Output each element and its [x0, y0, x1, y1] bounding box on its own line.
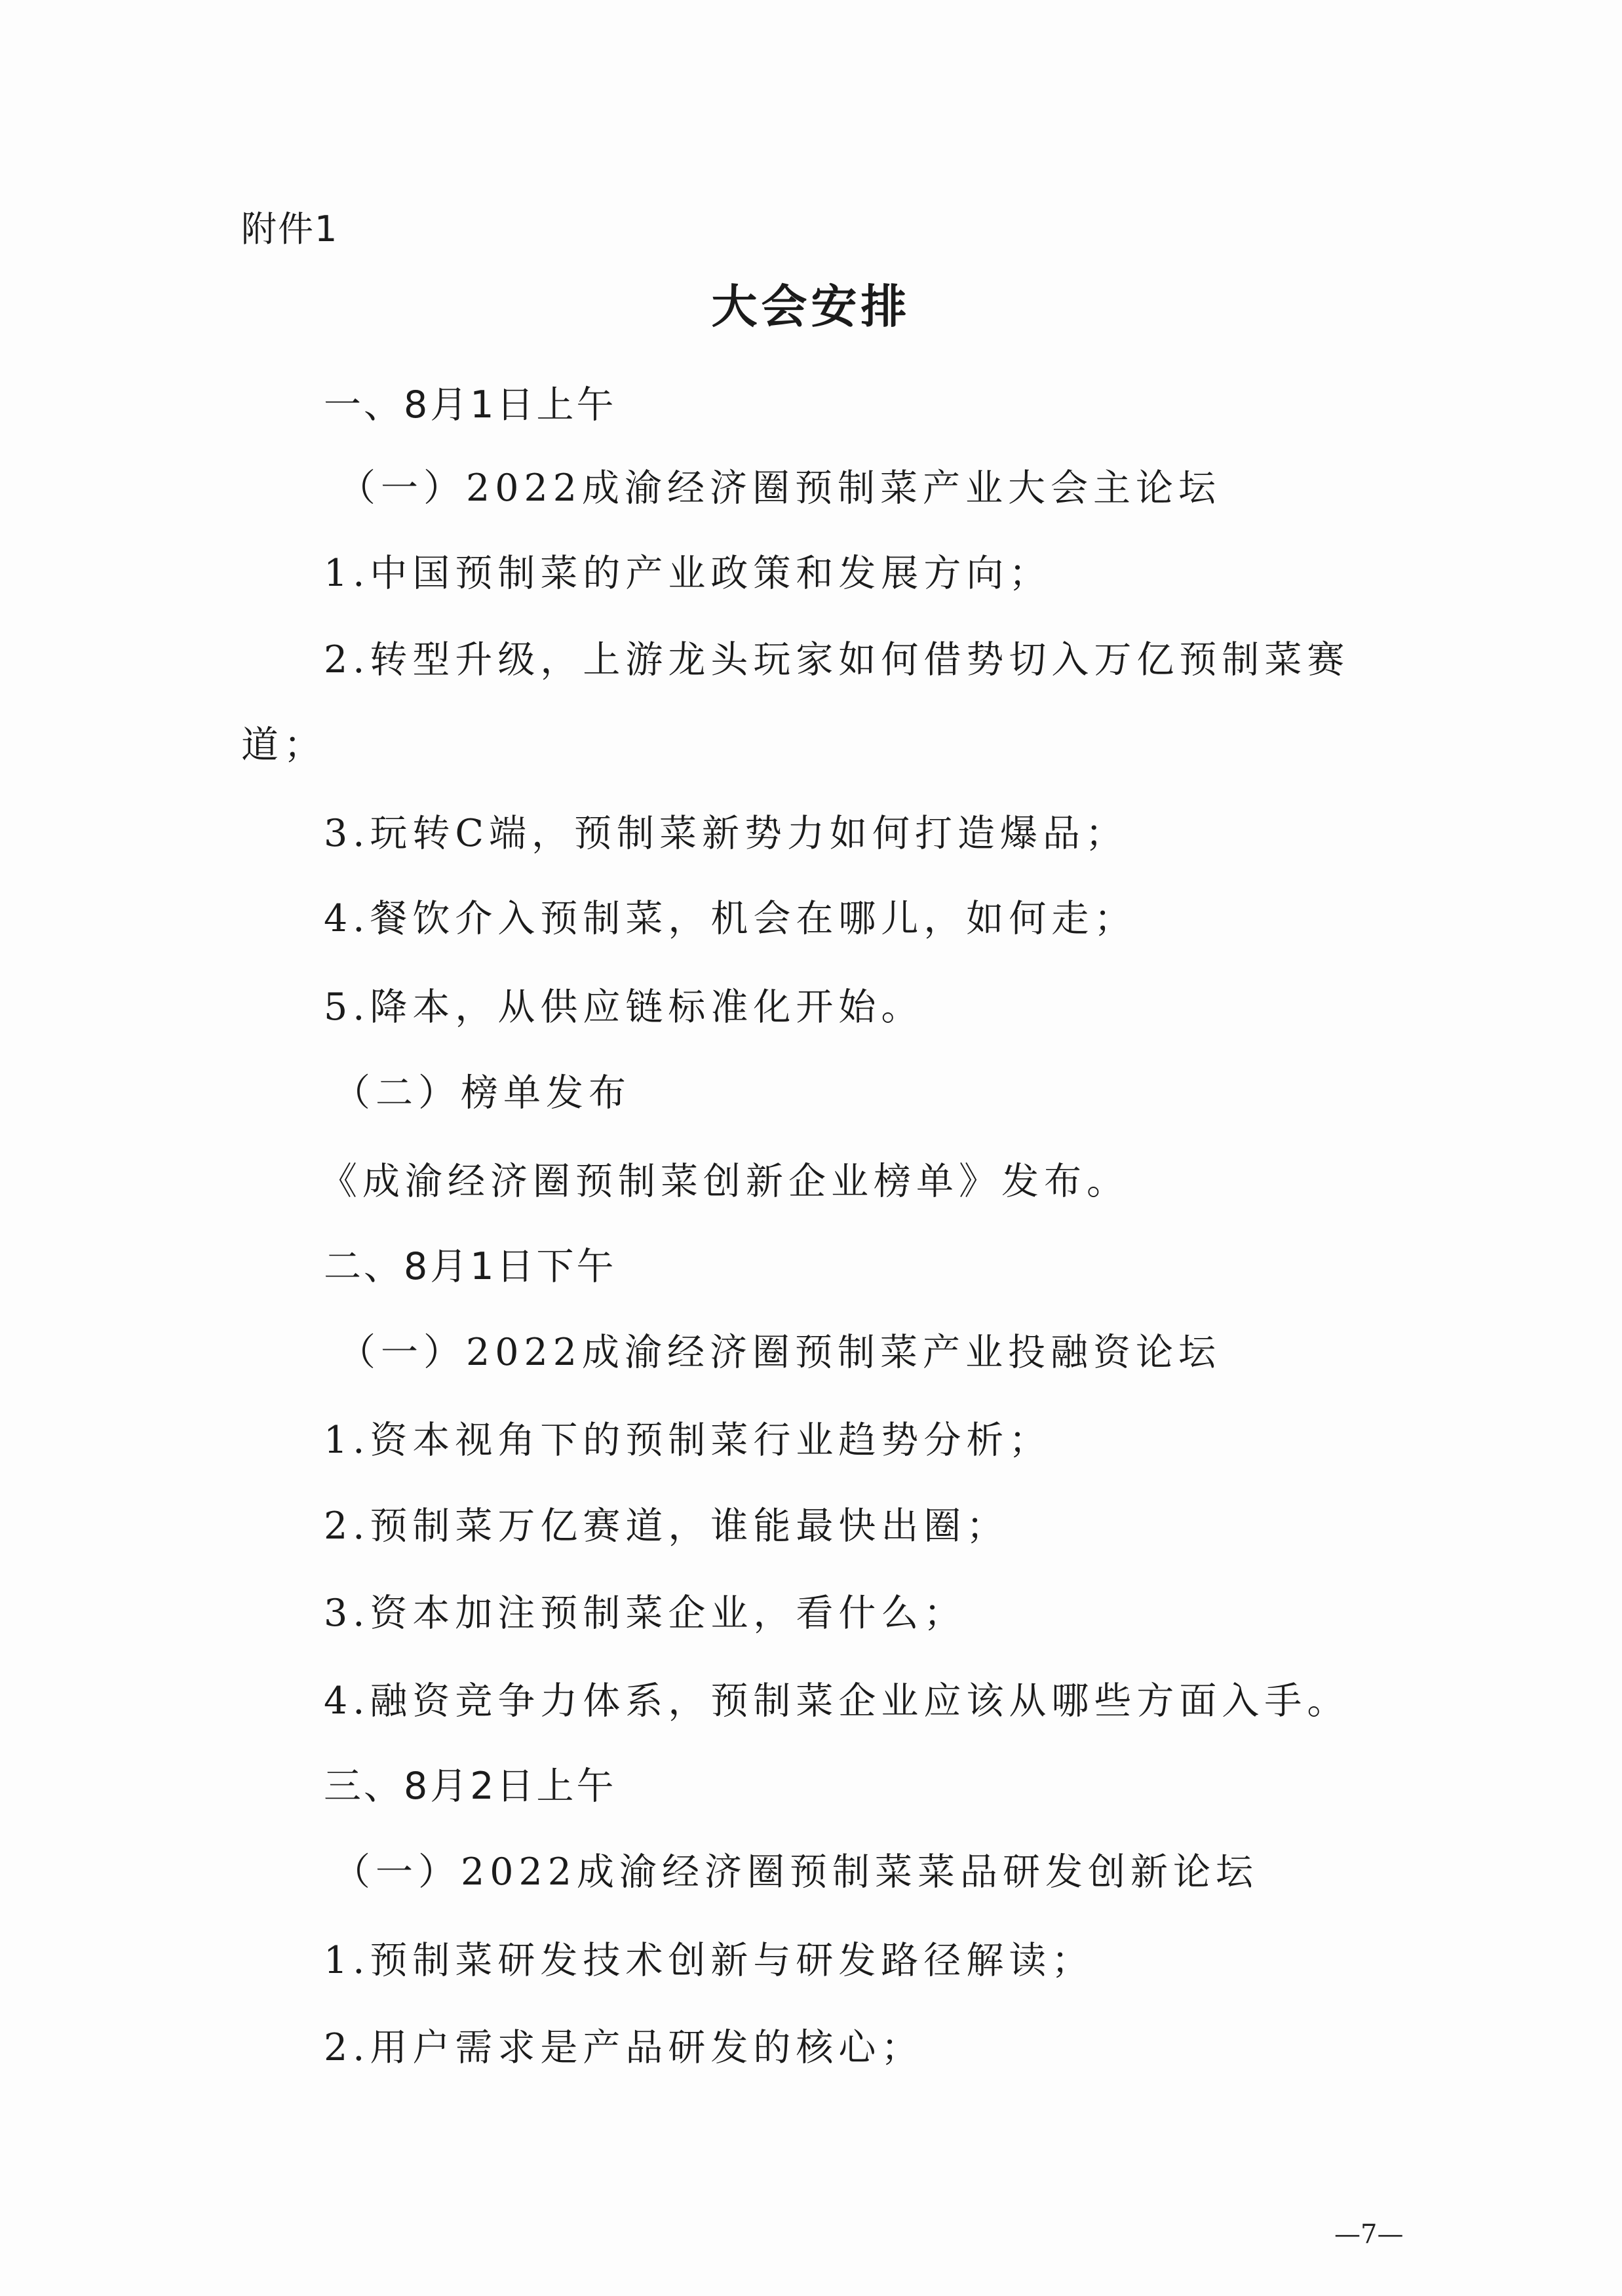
announcement-text: 《成渝经济圈预制菜创新企业榜单》发布。: [320, 1160, 1129, 1203]
section-heading: 二、8月1日下午: [324, 1245, 617, 1288]
list-item: 2.预制菜万亿赛道，谁能最快出圈；: [324, 1504, 1009, 1548]
section-heading: 三、8月2日上午: [324, 1765, 617, 1808]
list-item: 1.资本视角下的预制菜行业趋势分析；: [324, 1419, 1052, 1462]
list-item: 3.玩转C端，预制菜新势力如何打造爆品；: [324, 812, 1128, 855]
list-item: 5.降本，从供应链标准化开始。: [324, 985, 924, 1029]
forum-heading: （一）2022成渝经济圈预制菜产业投融资论坛: [338, 1331, 1222, 1374]
list-item: 3.资本加注预制菜企业，看什么；: [324, 1592, 967, 1635]
page-number: —7—: [1334, 2219, 1404, 2249]
attachment-label: 附件1: [241, 208, 339, 250]
list-item: 1.预制菜研发技术创新与研发路径解读；: [324, 1939, 1094, 1982]
page-title: 大会安排: [711, 280, 911, 334]
list-item: 2.转型升级，上游龙头玩家如何借势切入万亿预制菜赛: [324, 638, 1350, 681]
section-heading: 一、8月1日上午: [324, 383, 617, 427]
list-item: 1.中国预制菜的产业政策和发展方向；: [324, 552, 1052, 595]
list-item-continuation: 道；: [241, 723, 326, 767]
list-item: 4.融资竞争力体系，预制菜企业应该从哪些方面入手。: [324, 1679, 1350, 1723]
list-item: 2.用户需求是产品研发的核心；: [324, 2026, 924, 2069]
list-item: 4.餐饮介入预制菜，机会在哪儿，如何走；: [324, 897, 1137, 940]
forum-heading: （一）2022成渝经济圈预制菜菜品研发创新论坛: [333, 1850, 1259, 1894]
sub-heading: （二）榜单发布: [333, 1071, 631, 1115]
forum-heading: （一）2022成渝经济圈预制菜产业大会主论坛: [338, 467, 1222, 510]
